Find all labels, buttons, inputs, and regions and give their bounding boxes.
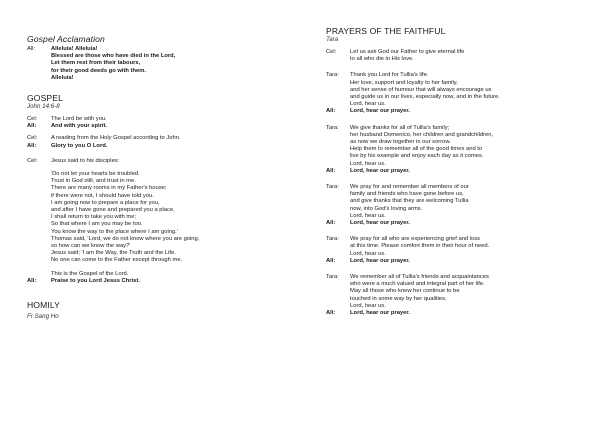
reading-line: You know the way to the place where I am going.' — [51, 228, 178, 235]
prayer-line: Her love, support and loyalty to her family, — [350, 79, 458, 86]
acclamation-line: Let them rest from their labours, — [51, 60, 141, 67]
prayer-line: Lord, hear us. — [350, 101, 386, 108]
gospel-all-line — [27, 143, 287, 150]
prayer-intention — [326, 184, 588, 220]
reading-line: if there were not, I should have told you. — [51, 192, 154, 199]
all-label: All: — [326, 167, 336, 174]
prayer-text — [350, 274, 588, 310]
left-page — [27, 0, 287, 321]
prayer-line: who were a much valued and integral part of her life. — [350, 281, 485, 288]
cel-label: Cel: — [27, 157, 38, 164]
intro-line: to all who die in His love. — [350, 56, 414, 63]
prayer-line: now, into God's loving arms. — [350, 205, 423, 212]
prayer-response — [326, 258, 588, 265]
acclamation-line: for their good deeds go with them. — [51, 67, 147, 74]
prayer-line: Thank you Lord for Tullia's life. — [350, 72, 429, 79]
prayer-line: and give thanks that they are welcoming Tullia — [350, 198, 469, 205]
gospel-reading — [51, 171, 287, 265]
prayer-response — [326, 108, 588, 115]
prayer-line: at this time. Please comfort them in their hour of need. — [350, 243, 490, 250]
homily-title: HOMILY — [27, 300, 60, 311]
prayer-response — [326, 168, 588, 175]
gospel-title: GOSPEL — [27, 93, 63, 104]
cel-text: A reading from the Holy Gospel according to John. — [51, 135, 181, 142]
reading-line: Trust in God still, and trust in me. — [51, 178, 136, 185]
all-label: All: — [326, 310, 336, 317]
response-text: Lord, hear our prayer. — [350, 108, 410, 115]
acclamation-line: Alleluia! — [51, 74, 74, 81]
intro-text: Jesus said to his disciples: — [51, 157, 120, 164]
all-label: All: — [27, 142, 37, 149]
prayer-line: We pray for and remember all members of our — [350, 184, 469, 191]
prayer-text — [350, 236, 588, 258]
prayer-line: Help them to remember all of the good times and to — [350, 146, 483, 153]
prayer-line: live by his example and enjoy each day as it comes. — [350, 153, 484, 160]
prayer-line: We remember all of Tullia's friends and acquaintances — [350, 274, 489, 281]
all-label: All: — [326, 108, 336, 115]
cel-label: Cel: — [27, 116, 38, 123]
all-label: All: — [27, 123, 37, 130]
acclamation-block — [27, 46, 287, 82]
prayer-line: Lord, hear us. — [350, 212, 386, 219]
reading-line: No one can come to the Father except through me. — [51, 257, 183, 264]
prayer-line: and guide us in our lives, especially now, and in the future. — [350, 94, 500, 101]
homily-speaker: Fr Sang Ho — [27, 313, 59, 321]
reading-line: and after I have gone and prepared you a place, — [51, 207, 175, 214]
prayer-intention — [326, 125, 588, 168]
reader-label: Tara: — [326, 72, 339, 79]
intro-line: Let us ask God our Father to give eternal life — [350, 49, 465, 55]
reader-label: Tara: — [326, 236, 339, 243]
prayer-intention — [326, 274, 588, 310]
prayer-line: as now we draw together in our sorrow. — [350, 139, 451, 146]
reading-line: I am going now to prepare a place for you, — [51, 199, 160, 206]
prayer-intention — [326, 236, 588, 258]
gospel-cel-line — [27, 135, 287, 142]
reading-line: so how can we know the way?' — [51, 243, 131, 250]
reader-label: Tara: — [326, 124, 339, 131]
right-page — [326, 0, 588, 317]
prayer-line: touched in some way by her qualities. — [350, 295, 447, 302]
gospel-closing — [51, 271, 287, 278]
acclamation-line: Blessed are those who have died in the Lord, — [51, 53, 176, 60]
gospel-cel-line — [27, 116, 287, 123]
intro-text — [350, 49, 588, 63]
response-text: Lord, hear our prayer. — [350, 220, 410, 227]
acclamation-title: Gospel Acclamation — [27, 34, 105, 44]
prayer-line: Lord, hear us. — [350, 160, 386, 167]
response-text: Lord, hear our prayer. — [350, 167, 410, 174]
reader-label: Tara: — [326, 274, 339, 281]
prayer-text — [350, 72, 588, 108]
response-text: Praise to you Lord Jesus Christ. — [51, 277, 140, 284]
prayer-line: May all those who knew her continue to be — [350, 288, 460, 295]
prayer-line: her husband Domenico, her children and grandchildren, — [350, 131, 494, 138]
prayer-line: We pray for all who are experiencing grief and loss — [350, 236, 481, 243]
gospel-reference: John 14:6-8 — [27, 103, 60, 111]
gospel-all-line — [27, 123, 287, 130]
gospel-response — [27, 278, 287, 285]
prayer-text — [350, 184, 588, 220]
cel-label: Cel: — [27, 135, 38, 142]
all-label: All: — [326, 220, 336, 227]
all-label: All: — [27, 277, 37, 284]
closing-text: This is the Gospel of the Lord. — [51, 270, 129, 277]
reading-line: Thomas said, 'Lord, we do not know where you are going, — [51, 235, 200, 242]
prayer-response — [326, 310, 588, 317]
response-text: Lord, hear our prayer. — [350, 257, 410, 264]
prayer-line: Lord, hear us. — [350, 302, 386, 309]
reading-line: So that where I am you may be too. — [51, 221, 143, 228]
all-text: And with your spirit. — [51, 123, 108, 130]
prayers-title: PRAYERS OF THE FAITHFUL — [326, 26, 446, 36]
reading-line: I shall return to take you with me; — [51, 214, 137, 221]
all-label: All: — [326, 257, 336, 264]
acclamation-text — [51, 46, 287, 82]
prayer-line: We give thanks for all of Tullia's family; — [350, 124, 450, 131]
reading-line: There are many rooms in my Father's house; — [51, 185, 167, 192]
prayers-intro — [326, 49, 588, 63]
prayer-line: and her sense of humour that will always encourage us — [350, 86, 492, 93]
cel-label: Cel: — [326, 49, 337, 55]
prayer-line: family and friends who have gone before us, — [350, 191, 464, 198]
response-text: Lord, hear our prayer. — [350, 310, 410, 317]
acclamation-label: All: — [27, 46, 36, 52]
gospel-intro — [27, 158, 287, 165]
all-text: Glory to you O Lord. — [51, 142, 108, 149]
reading-line: Jesus said; 'I am the Way, the Truth and the Life. — [51, 250, 176, 257]
reading-line: 'Do not let your hearts be troubled. — [51, 171, 140, 178]
prayer-text — [350, 125, 588, 168]
reader-label: Tara: — [326, 184, 339, 191]
acclamation-line: Alleluia! Alleluia! — [51, 46, 98, 52]
cel-text: The Lord be with you. — [51, 116, 107, 123]
prayer-response — [326, 220, 588, 227]
prayer-line: Lord, hear us. — [350, 250, 386, 257]
prayers-speaker: Tara — [326, 36, 339, 43]
prayer-intention — [326, 72, 588, 108]
